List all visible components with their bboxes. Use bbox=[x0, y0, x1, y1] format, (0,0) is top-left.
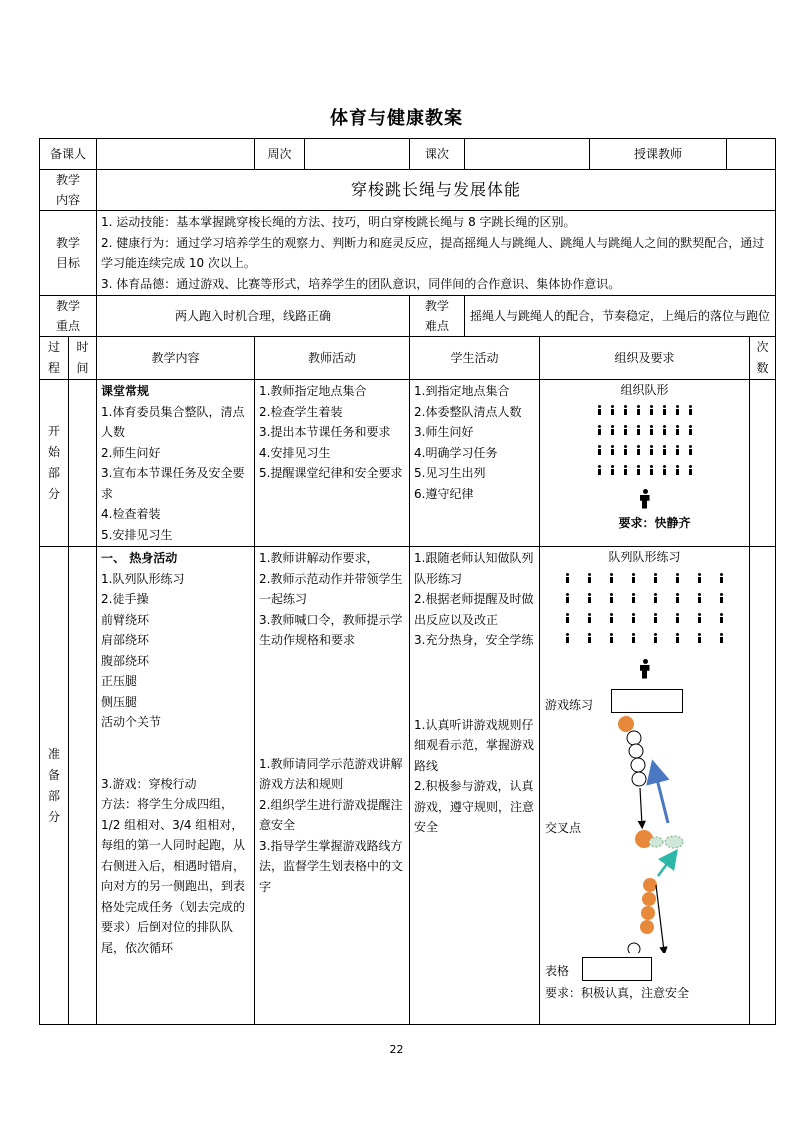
student-icon bbox=[623, 445, 628, 455]
start-content-title: 课堂常规 bbox=[101, 384, 150, 398]
list-item: 3.师生问好 bbox=[414, 425, 474, 439]
list-item: 2.体委整队清点人数 bbox=[414, 404, 522, 419]
student-marker bbox=[640, 920, 654, 934]
focus-label: 教学 重点 bbox=[40, 296, 97, 337]
student-icon bbox=[636, 445, 641, 455]
student-icon bbox=[631, 573, 636, 583]
cross-point bbox=[635, 830, 683, 848]
list-item: 6.遵守纪律 bbox=[414, 486, 474, 501]
student-icon bbox=[636, 405, 641, 415]
objectives-label bbox=[40, 211, 97, 296]
student-icon bbox=[609, 633, 614, 643]
start-student bbox=[410, 380, 540, 547]
list-item: 2.徒手操 bbox=[101, 592, 149, 606]
col-process: 过 程 bbox=[40, 337, 69, 380]
list-item: 1.体育委员集合整队，清点人数 bbox=[101, 404, 245, 439]
list-item: 2.组织学生进行游戏提醒注意安全 bbox=[259, 797, 403, 832]
list-item: 3.提出本节课任务和要求 bbox=[259, 425, 391, 439]
student-marker bbox=[627, 731, 641, 745]
student-icon bbox=[697, 613, 702, 623]
student-icon bbox=[609, 613, 614, 623]
list-item: 2.检查学生着装 bbox=[259, 404, 343, 419]
student-marker bbox=[628, 943, 640, 953]
student-icon bbox=[662, 425, 667, 435]
prep-org-req: 要求：积极认真，注意安全 bbox=[545, 986, 690, 1000]
list-item: 前臂绕环 bbox=[101, 612, 150, 627]
formation-diagram bbox=[540, 405, 749, 509]
list-item: 1.到指定地点集合 bbox=[414, 384, 510, 398]
student-marker bbox=[643, 878, 657, 892]
student-marker bbox=[632, 772, 646, 786]
col-teacher: 教师活动 bbox=[255, 337, 410, 380]
list-item: 1.跟随老师认知做队列队形练习 bbox=[414, 551, 534, 586]
col-count: 次 数 bbox=[750, 337, 776, 380]
lesson-label: 课次 bbox=[410, 139, 465, 170]
student-marker bbox=[629, 744, 643, 758]
list-item: 5.见习生出列 bbox=[414, 466, 486, 480]
student-icon bbox=[649, 465, 654, 475]
prep-content bbox=[97, 547, 255, 1025]
list-item: 腹部绕环 bbox=[101, 653, 150, 668]
table-box bbox=[582, 957, 652, 981]
objective-item: 1. 运动技能：基本掌握跳穿梭长绳的方法、技巧，明白穿梭跳长绳与 8 字跳长绳的区别。 bbox=[101, 215, 576, 229]
column-header-row bbox=[40, 337, 776, 380]
route-arrow-blue bbox=[655, 771, 668, 823]
student-icon bbox=[609, 573, 614, 583]
student-icon bbox=[697, 593, 702, 603]
student-icon bbox=[675, 613, 680, 623]
objectives-label-text: 教学 目标 bbox=[56, 236, 81, 270]
objectives-list bbox=[97, 211, 776, 296]
student-icon bbox=[688, 405, 693, 415]
game-title: 3.游戏：穿梭行动 bbox=[101, 776, 197, 791]
list-item: 3.充分热身，安全学练 bbox=[414, 633, 534, 647]
list-item: 1.队列队形练习 bbox=[101, 571, 185, 586]
student-marker bbox=[641, 906, 655, 920]
prep-org bbox=[540, 547, 750, 1025]
student-icon bbox=[587, 613, 592, 623]
student-icon bbox=[697, 573, 702, 583]
difficulty-value: 摇绳人与跳绳人的配合，节奏稳定，上绳后的落位与跑位 bbox=[465, 296, 776, 337]
student-marker bbox=[642, 892, 656, 906]
game-label: 游戏练习 bbox=[545, 698, 594, 712]
student-row bbox=[565, 593, 724, 603]
student-icon bbox=[597, 425, 602, 435]
list-item: 正压腿 bbox=[101, 674, 138, 688]
student-icon bbox=[675, 573, 680, 583]
content-label: 教学 内容 bbox=[40, 170, 97, 211]
student-icon bbox=[631, 633, 636, 643]
student-icon bbox=[565, 573, 570, 583]
list-item: 活动个关节 bbox=[101, 715, 162, 729]
objective-item: 3. 体育品德：通过游戏、比赛等形式，培养学生的团队意识，同伴间的合作意识、集体协作意识。 bbox=[101, 276, 621, 291]
prep-process: 准 备 部 分 bbox=[40, 547, 69, 1025]
list-item: 4.明确学习任务 bbox=[414, 445, 498, 460]
student-icon bbox=[675, 593, 680, 603]
student-icon bbox=[649, 445, 654, 455]
preparer-label: 备课人 bbox=[40, 139, 97, 170]
student-row bbox=[597, 425, 693, 435]
start-org bbox=[540, 380, 750, 547]
student-icon bbox=[662, 465, 667, 475]
group-top bbox=[618, 716, 646, 825]
list-item: 4.检查着装 bbox=[101, 507, 161, 521]
list-item: 肩部绕环 bbox=[101, 633, 150, 647]
student-icon bbox=[636, 465, 641, 475]
student-row bbox=[565, 633, 724, 643]
student-marker bbox=[631, 758, 645, 772]
student-icon bbox=[623, 405, 628, 415]
prep-section-row bbox=[40, 547, 776, 1025]
content-row bbox=[40, 170, 776, 211]
list-item: 1.教师指定地点集合 bbox=[259, 384, 367, 398]
lesson-plan-table bbox=[39, 138, 776, 1025]
difficulty-label: 教学 难点 bbox=[410, 296, 465, 337]
start-time[interactable] bbox=[69, 380, 97, 547]
objectives-row bbox=[40, 211, 776, 296]
student-row bbox=[597, 465, 693, 475]
route-arrow bbox=[656, 885, 664, 951]
student-icon bbox=[653, 633, 658, 643]
student-icon bbox=[653, 593, 658, 603]
group-bottom bbox=[628, 878, 664, 953]
teacher-label: 授课教师 bbox=[590, 139, 727, 170]
col-org: 组织及要求 bbox=[540, 337, 750, 380]
list-item: 1.教师讲解动作要求， bbox=[259, 551, 379, 565]
week-label: 周次 bbox=[255, 139, 305, 170]
list-item: 2.积极参与游戏，认真游戏，遵守规则，注意安全 bbox=[414, 779, 535, 834]
student-icon bbox=[597, 445, 602, 455]
start-org-req: 要求：快静齐 bbox=[618, 515, 691, 530]
student-icon bbox=[587, 593, 592, 603]
prep-content-title: 一、 热身活动 bbox=[101, 551, 178, 565]
student-icon bbox=[675, 445, 680, 455]
student-icon bbox=[719, 633, 724, 643]
list-item: 4.安排见习生 bbox=[259, 445, 331, 460]
student-marker bbox=[635, 830, 653, 848]
list-item: 5.提醒课堂纪律和安全要求 bbox=[259, 466, 403, 480]
game-box bbox=[611, 689, 683, 713]
student-icon bbox=[662, 445, 667, 455]
student-icon bbox=[610, 445, 615, 455]
student-icon bbox=[610, 405, 615, 415]
lesson-value[interactable] bbox=[465, 139, 590, 170]
key-points-row bbox=[40, 296, 776, 337]
student-icon bbox=[649, 425, 654, 435]
student-icon bbox=[675, 425, 680, 435]
student-icon bbox=[623, 465, 628, 475]
student-icon bbox=[597, 405, 602, 415]
student-icon bbox=[649, 405, 654, 415]
teacher-icon bbox=[640, 489, 650, 509]
start-org-title: 组织队形 bbox=[620, 383, 669, 397]
student-icon bbox=[565, 633, 570, 643]
page-number: 22 bbox=[389, 1043, 404, 1056]
student-icon bbox=[609, 593, 614, 603]
doc-title: 体育与健康教案 bbox=[330, 108, 463, 129]
student-row bbox=[597, 445, 693, 455]
student-icon bbox=[719, 613, 724, 623]
teacher-value[interactable] bbox=[727, 139, 776, 170]
list-item: 2.根据老师提醒及时做出反应以及改正 bbox=[414, 592, 534, 627]
student-icon bbox=[675, 405, 680, 415]
student-icon bbox=[688, 465, 693, 475]
student-icon bbox=[653, 573, 658, 583]
student-icon bbox=[662, 405, 667, 415]
student-icon bbox=[653, 613, 658, 623]
student-icon bbox=[565, 613, 570, 623]
start-section-row bbox=[40, 380, 776, 547]
route-arrow bbox=[640, 788, 642, 825]
start-content bbox=[97, 380, 255, 547]
header-row bbox=[40, 139, 776, 170]
list-item: 3.宣布本节课任务及安全要求 bbox=[101, 466, 245, 501]
student-icon bbox=[719, 593, 724, 603]
student-icon bbox=[610, 425, 615, 435]
list-item: 2.教师示范动作并带领学生一起练习 bbox=[259, 571, 403, 606]
list-item: 3.指导学生掌握游戏路线方法，监督学生划表格中的文字 bbox=[259, 838, 404, 894]
week-value[interactable] bbox=[305, 139, 410, 170]
preparer-value[interactable] bbox=[97, 139, 255, 170]
cross-label: 交叉点 bbox=[545, 821, 582, 835]
student-icon bbox=[636, 425, 641, 435]
student-icon bbox=[597, 465, 602, 475]
content-value: 穿梭跳长绳与发展体能 bbox=[97, 170, 776, 211]
prep-time[interactable] bbox=[69, 547, 97, 1025]
list-item: 5.安排见习生 bbox=[101, 527, 173, 542]
prep-teacher bbox=[255, 547, 410, 1025]
student-icon bbox=[623, 425, 628, 435]
student-icon bbox=[675, 465, 680, 475]
student-icon bbox=[565, 593, 570, 603]
student-row bbox=[565, 613, 724, 623]
list-item: 3.教师喊口令，教师提示学生动作规格和要求 bbox=[259, 612, 403, 647]
student-icon bbox=[631, 593, 636, 603]
list-item: 2.师生问好 bbox=[101, 445, 161, 460]
col-time: 时 间 bbox=[69, 337, 97, 380]
start-count[interactable] bbox=[750, 380, 776, 547]
game-desc: 方法：将学生分成四组，1/2 组相对、3/4 组相对，每组的第一人同时起跑，从右侧进入后，相遇时错肩，向对方的另一侧跑出，到表格处完成任务（划去完成的要求）后倒对位的排队队尾，依次循环 bbox=[101, 797, 246, 955]
teacher-icon bbox=[640, 659, 650, 679]
student-icon bbox=[688, 445, 693, 455]
list-item: 侧压腿 bbox=[101, 694, 138, 709]
prep-org-title: 队列队形练习 bbox=[608, 550, 681, 564]
start-process: 开 始 部 分 bbox=[40, 380, 69, 547]
student-row bbox=[565, 573, 724, 583]
formation-diagram bbox=[540, 573, 749, 679]
student-icon bbox=[587, 573, 592, 583]
objective-item: 2. 健康行为：通过学习培养学生的观察力、判断力和庭灵反应，提高摇绳人与跳绳人、跳绳人与跳绳人之间的默契配合，通过学习能连续完成 10 次以上。 bbox=[101, 235, 765, 270]
prep-count[interactable] bbox=[750, 547, 776, 1025]
col-content: 教学内容 bbox=[97, 337, 255, 380]
focus-value: 两人跑入时机合理，线路正确 bbox=[97, 296, 410, 337]
student-icon bbox=[631, 613, 636, 623]
start-teacher bbox=[255, 380, 410, 547]
game-route-diagram bbox=[600, 713, 690, 953]
col-student: 学生活动 bbox=[410, 337, 540, 380]
student-icon bbox=[719, 573, 724, 583]
list-item: 1.认真听讲游戏规则仔细观看示范，掌握游戏路线 bbox=[414, 717, 535, 773]
student-marker bbox=[618, 716, 634, 732]
student-icon bbox=[587, 633, 592, 643]
list-item: 1.教师请同学示范游戏讲解游戏方法和规则 bbox=[259, 756, 403, 791]
student-row bbox=[597, 405, 693, 415]
student-icon bbox=[697, 633, 702, 643]
route-arrow-teal bbox=[658, 857, 672, 876]
student-icon bbox=[610, 465, 615, 475]
student-icon bbox=[688, 425, 693, 435]
prep-student bbox=[410, 547, 540, 1025]
table-label: 表格 bbox=[545, 964, 570, 978]
student-icon bbox=[675, 633, 680, 643]
